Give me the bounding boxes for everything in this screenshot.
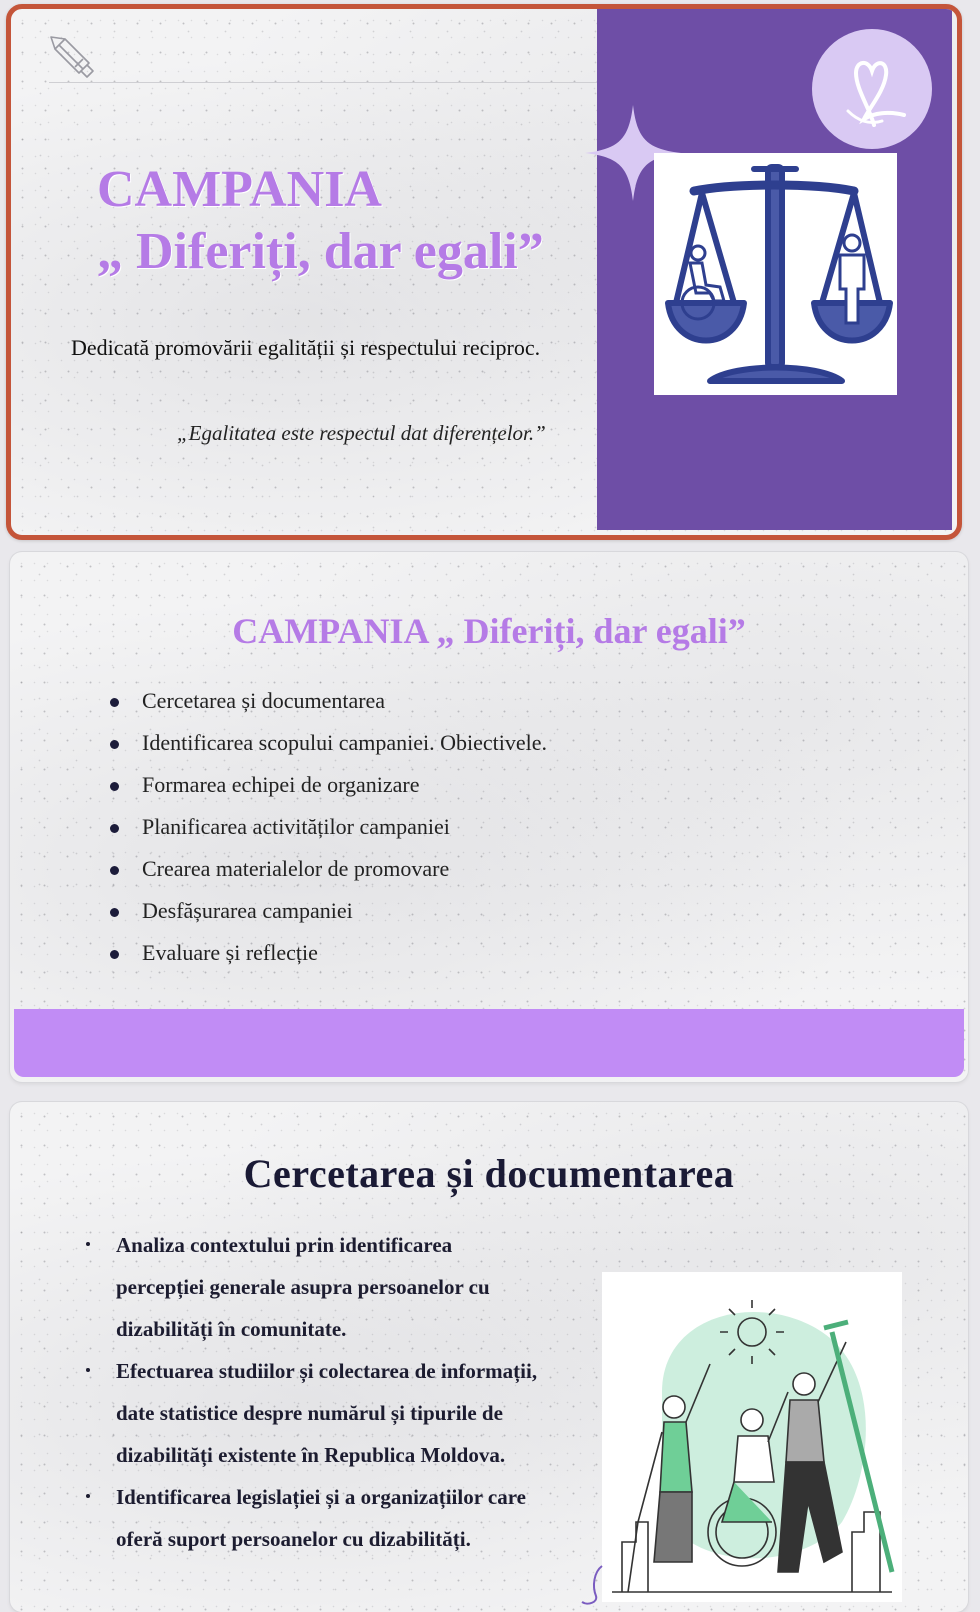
- list-item: [108, 854, 547, 896]
- list-item-text: Desfășurarea campaniei: [142, 898, 353, 923]
- bullet: [110, 908, 119, 917]
- title-line-1: CAMPANIA: [97, 161, 382, 218]
- list-item-text: Formarea echipei de organizare: [142, 772, 420, 797]
- paragraph-line: oferă suport persoanelor cu dizabilități.: [116, 1527, 471, 1551]
- bullet: [110, 698, 119, 707]
- list-item-text: Identificarea scopului campaniei. Obiectivele.: [142, 730, 547, 755]
- scales-of-justice-image: [654, 153, 897, 395]
- paragraph-line: date statistice despre numărul și tipurile de: [116, 1401, 503, 1425]
- slide2-title: CAMPANIA „ Diferiți, dar egali”: [232, 611, 746, 651]
- bullet: [110, 950, 119, 959]
- header-divider: [49, 82, 597, 83]
- campaign-subtitle: Dedicată promovării egalității și respectului reciproc.: [71, 335, 541, 360]
- bullet: [86, 1242, 90, 1246]
- paragraph-3: [90, 1476, 610, 1560]
- paragraph-2: [90, 1350, 610, 1476]
- bullet: [110, 782, 119, 791]
- pencil-icon: [47, 31, 95, 79]
- list-item-text: Evaluare și reflecție: [142, 940, 318, 965]
- slide-thumbnail-2[interactable]: [10, 552, 968, 1082]
- list-item: [108, 812, 547, 854]
- campaign-steps-list: [108, 686, 547, 980]
- list-item-text: Cercetarea și documentarea: [142, 688, 386, 713]
- scales-icon: [654, 153, 897, 395]
- paragraph-1: [90, 1224, 610, 1350]
- list-item-text: Planificarea activităților campaniei: [142, 814, 450, 839]
- people-with-disabilities-illustration: [602, 1272, 902, 1602]
- campaign-quote: „Egalitatea este respectul dat diferențelor.”: [177, 421, 546, 445]
- ribbon-doodle-icon: [574, 1562, 614, 1612]
- illustration-graphic: [602, 1272, 902, 1602]
- list-item: [108, 896, 547, 938]
- bullet: [110, 824, 119, 833]
- paragraph-line: Efectuarea studiilor și colectarea de informații,: [116, 1359, 538, 1383]
- paragraph-line: dizabilități în comunitate.: [116, 1317, 347, 1341]
- heart-ribbon-badge: [812, 29, 932, 149]
- slide-thumbnail-3[interactable]: [10, 1102, 968, 1612]
- list-item: [108, 686, 547, 728]
- paragraph-line: Analiza contextului prin identificarea: [116, 1233, 453, 1257]
- footer-band: [14, 1009, 964, 1077]
- bullet: [110, 740, 119, 749]
- bullet: [86, 1368, 90, 1372]
- list-item: [108, 938, 547, 980]
- slide-thumbnail-1[interactable]: [6, 4, 962, 540]
- slide3-title: Cercetarea și documentarea: [243, 1151, 735, 1196]
- paragraph-line: dizabilități existente în Republica Moldova.: [116, 1443, 506, 1467]
- list-item-text: Crearea materialelor de promovare: [142, 856, 450, 881]
- list-item: [108, 728, 547, 770]
- heart-ribbon-icon: [812, 29, 932, 149]
- title-line-2: „ Diferiți, dar egali”: [97, 223, 544, 280]
- campaign-title: [97, 159, 597, 283]
- list-item: [108, 770, 547, 812]
- bullet: [86, 1494, 90, 1498]
- paragraph-line: Identificarea legislației și a organizațiilor care: [116, 1485, 527, 1509]
- bullet: [110, 866, 119, 875]
- paragraph-line: percepției generale asupra persoanelor cu: [116, 1275, 490, 1299]
